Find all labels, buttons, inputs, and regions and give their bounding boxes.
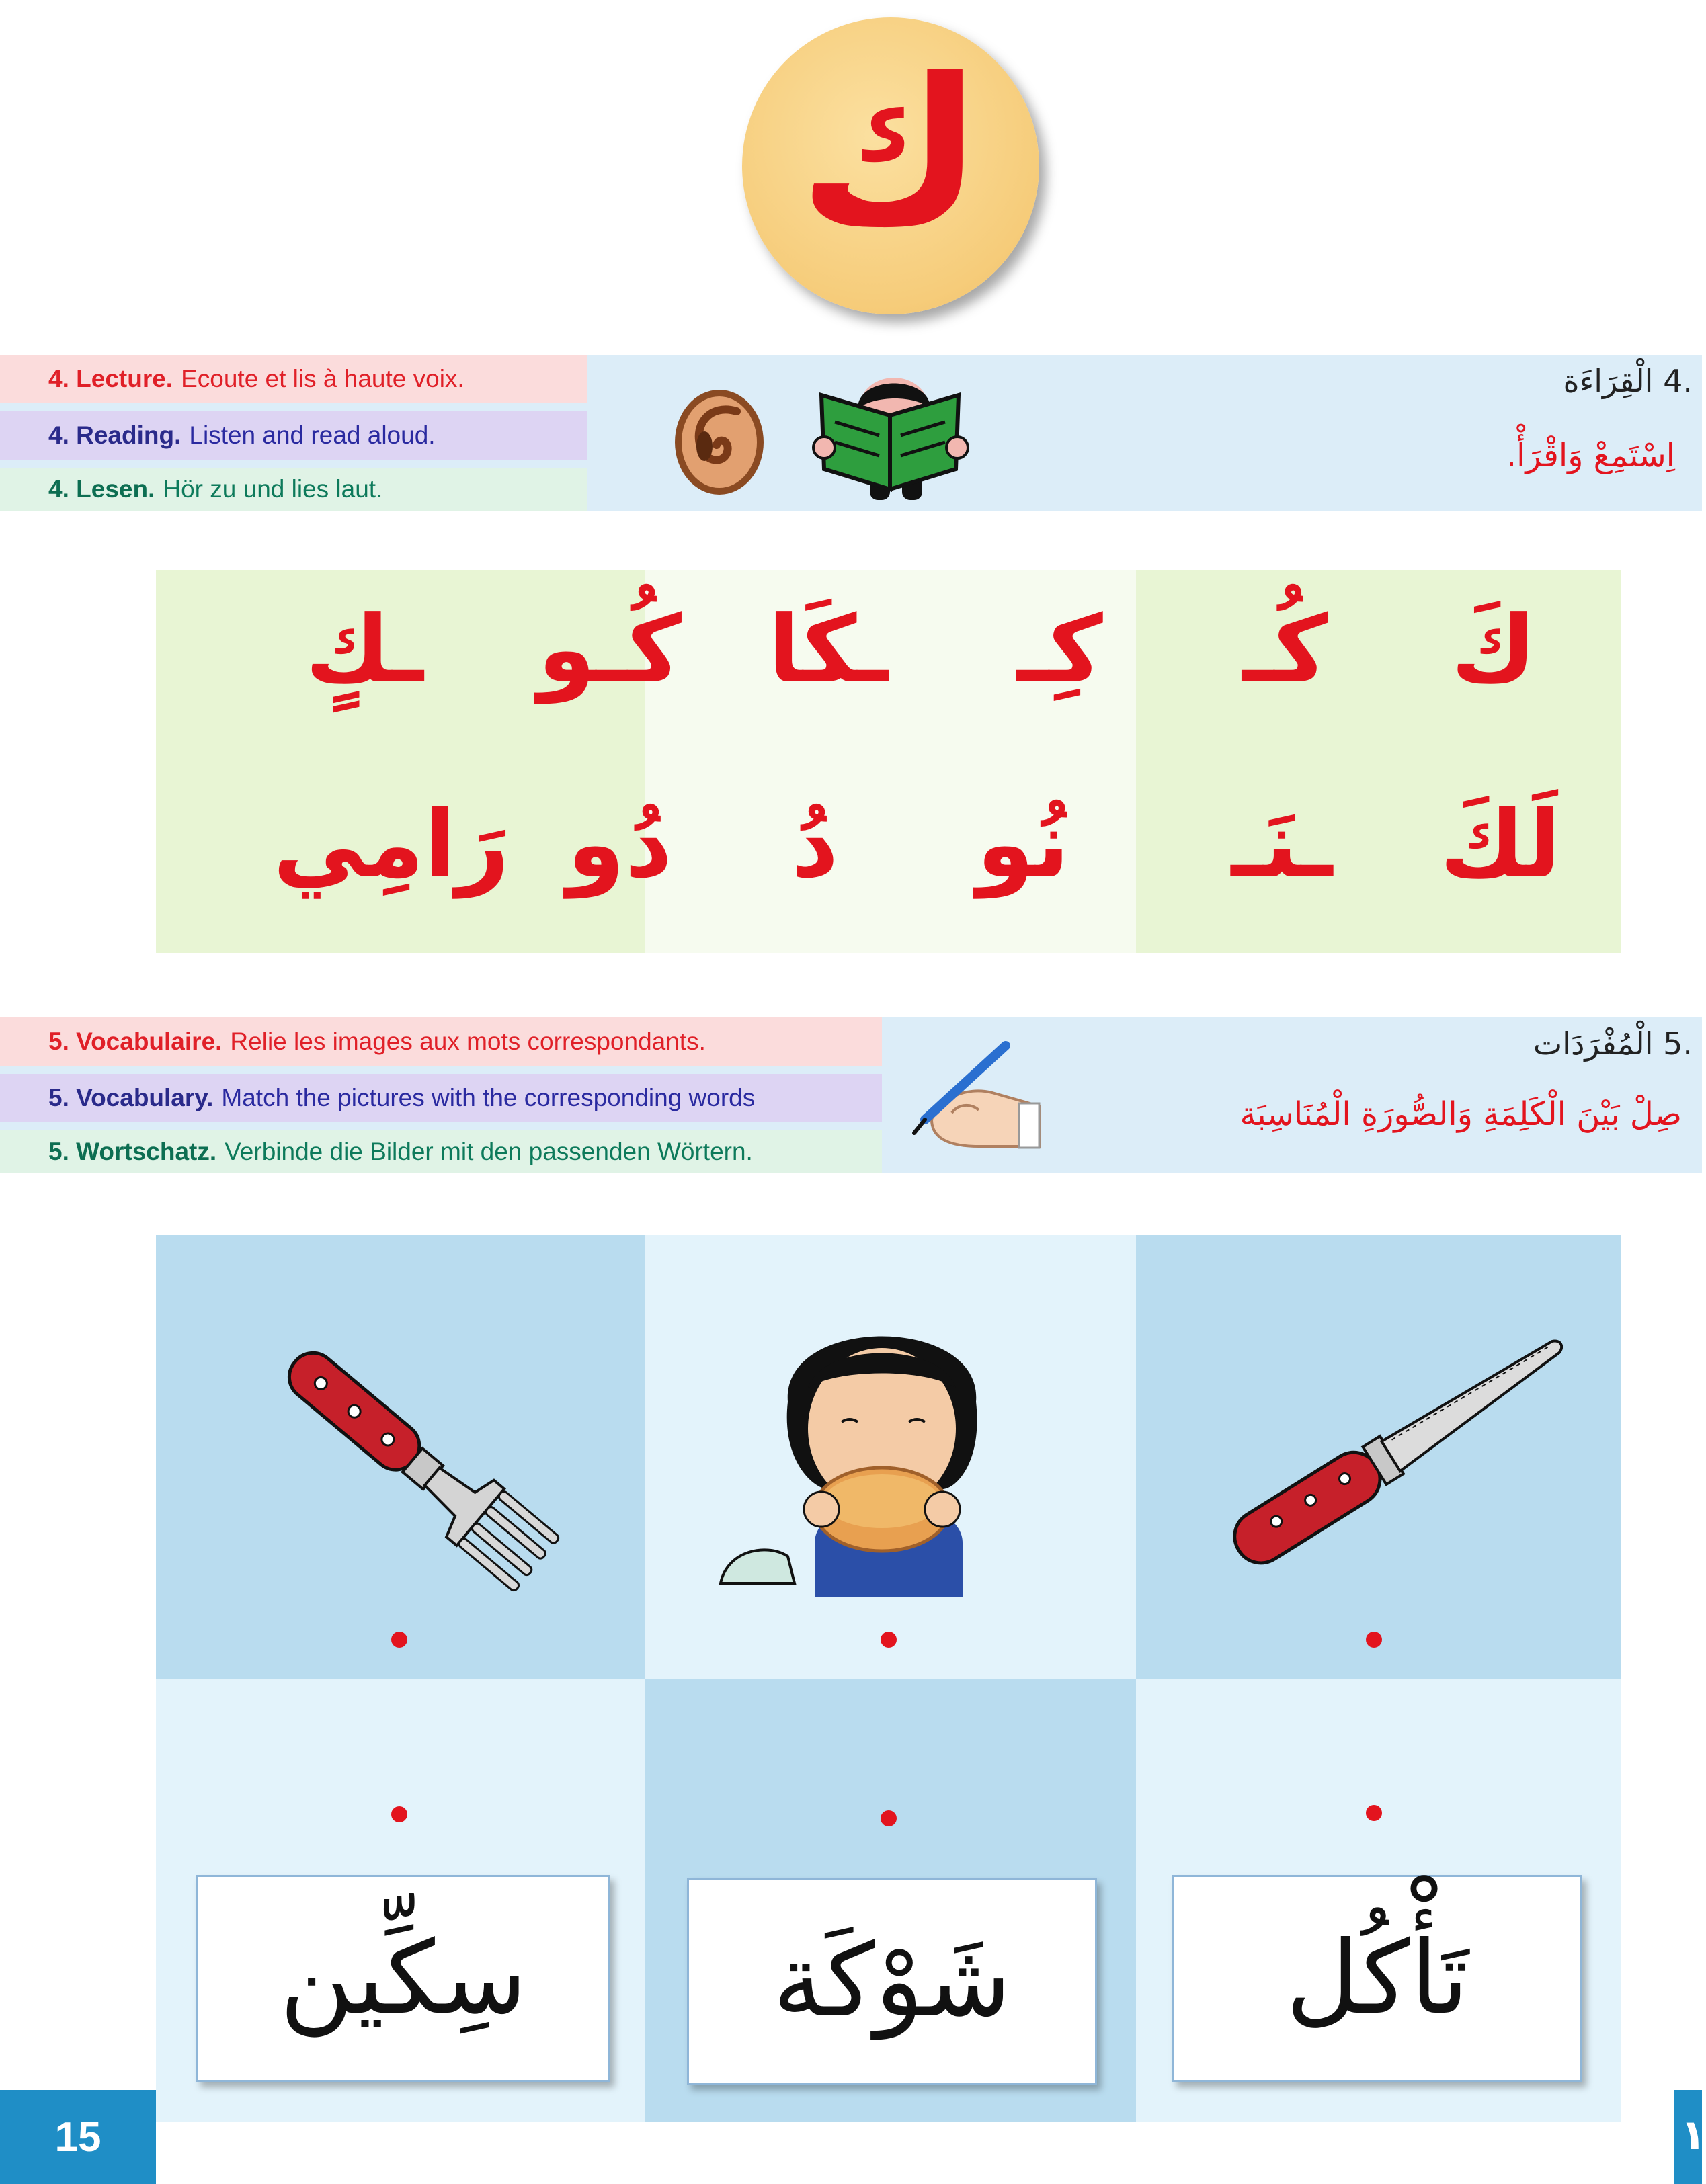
reading-child-icon	[815, 368, 967, 503]
match-dot[interactable]	[391, 1632, 407, 1648]
syllable: كَ	[1451, 595, 1537, 704]
word-card-fork	[687, 1878, 1097, 2085]
letter-glyph: ك	[798, 35, 983, 269]
reading-instruction-en	[0, 411, 587, 460]
vocabulary-instruction-de	[0, 1130, 882, 1173]
page-number-badge-right	[1674, 2090, 1706, 2184]
reading-title-ar: .4 الْقِرَاءَة	[1563, 363, 1693, 399]
reading-text-de: Hör zu und lies laut.	[163, 475, 383, 503]
vocabulary-text-fr: Relie les images aux mots correspondants.	[230, 1027, 706, 1055]
syllable: دُ	[790, 790, 839, 898]
word-text: تَأْكُل	[1285, 1920, 1469, 2037]
reading-number-de: 4. Lesen.	[48, 475, 155, 503]
reading-grid	[156, 570, 1621, 953]
syllable: لَكَ	[1439, 790, 1561, 898]
girl-eating-icon	[714, 1288, 1063, 1597]
match-dot[interactable]	[1366, 1632, 1382, 1648]
reading-text-fr: Ecoute et lis à haute voix.	[181, 365, 464, 392]
syllable: دُو	[567, 790, 673, 898]
writing-hand-icon	[905, 1039, 1043, 1153]
reading-number-en: 4. Reading.	[48, 421, 181, 449]
syllable: نُو	[976, 790, 1070, 898]
vocabulary-number-fr: 5. Vocabulaire.	[48, 1027, 222, 1055]
syllable: كُـو	[538, 595, 682, 704]
knife-icon	[1178, 1275, 1594, 1611]
syllable: ـنَـ	[1231, 790, 1333, 898]
vocabulary-instruction-ar: صِلْ بَيْنَ الْكَلِمَةِ وَالصُّورَةِ الْمُنَاسِبَة	[1240, 1095, 1682, 1133]
vocabulary-text-en: Match the pictures with the corresponding words	[221, 1084, 756, 1111]
vocabulary-text-de: Verbinde die Bilder mit den passenden Wörtern.	[225, 1138, 753, 1165]
fork-icon	[216, 1275, 606, 1652]
syllable: رَامِي	[273, 790, 510, 898]
syllable: ـكَا	[768, 595, 889, 704]
ear-icon	[663, 384, 770, 499]
vocabulary-number-en: 5. Vocabulary.	[48, 1084, 214, 1111]
page-number-badge	[0, 2090, 156, 2184]
word-text: سِكِّين	[280, 1920, 527, 2037]
match-dot[interactable]	[391, 1806, 407, 1822]
syllable: ـكٍ	[305, 595, 423, 704]
vocabulary-instruction-en	[0, 1074, 882, 1122]
page-number-right: ١	[1680, 2110, 1706, 2159]
syllable: كِـ	[1017, 595, 1103, 704]
word-card-knife	[196, 1875, 610, 2082]
reading-instruction-de	[0, 468, 587, 511]
match-dot[interactable]	[881, 1632, 897, 1648]
page-number: 15	[54, 2113, 101, 2160]
reading-text-en: Listen and read aloud.	[189, 421, 436, 449]
vocabulary-title-ar: .5 الْمُفْرَدَات	[1533, 1025, 1693, 1062]
reading-number-fr: 4. Lecture.	[48, 365, 173, 392]
word-text: شَوْكَة	[772, 1923, 1012, 2040]
word-card-eats	[1172, 1875, 1582, 2082]
match-dot[interactable]	[881, 1810, 897, 1826]
letter-badge	[742, 17, 1039, 314]
syllable: كُـ	[1242, 595, 1328, 704]
vocabulary-instruction-fr	[0, 1017, 882, 1066]
vocabulary-grid	[156, 1235, 1621, 2122]
match-dot[interactable]	[1366, 1805, 1382, 1821]
reading-instruction-ar: اِسْتَمِعْ وَاقْرَأْ.	[1506, 437, 1675, 474]
vocabulary-number-de: 5. Wortschatz.	[48, 1138, 217, 1165]
reading-instruction-fr	[0, 355, 587, 403]
